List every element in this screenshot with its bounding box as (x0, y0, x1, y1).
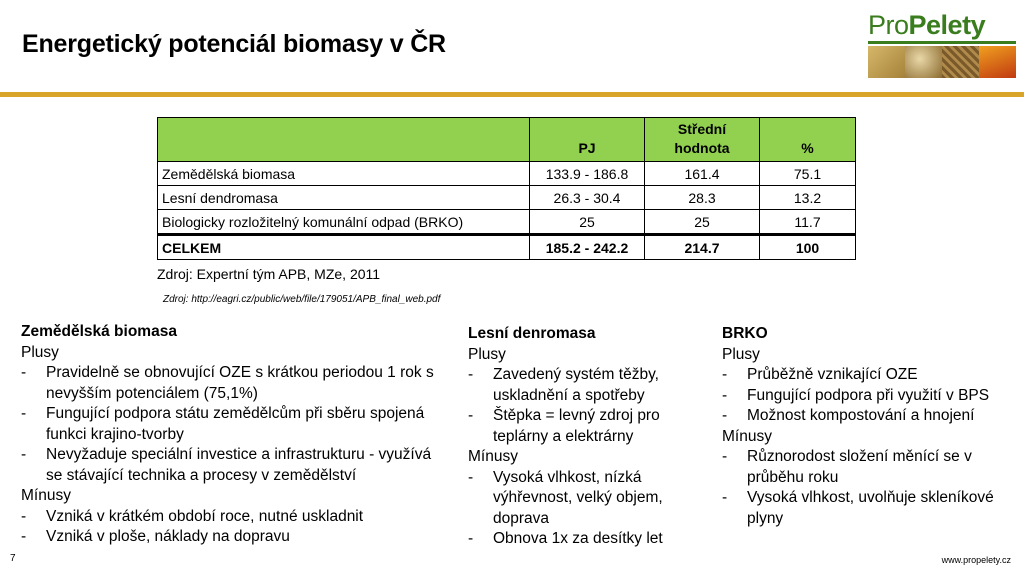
list-item: - Různorodost složení měnící se v průběhu roku (722, 448, 972, 486)
table-cell: 133.9 - 186.8 (530, 162, 645, 186)
table-header-cell (158, 118, 530, 162)
logo-photo-strip (868, 46, 1016, 78)
table-cell: 26.3 - 30.4 (530, 186, 645, 210)
logo-photo-bale (905, 46, 942, 78)
column-forest-dendromass (468, 324, 683, 550)
plus-label: Plusy (468, 345, 506, 363)
list-item: - Nevyžaduje speciální investice a infrastrukturu - využívá se stávající technika a procesy v zemědělství (21, 446, 432, 484)
table-cell: Biologicky rozložitelný komunální odpad (BRKO) (158, 210, 530, 235)
table-cell: 25 (530, 210, 645, 235)
list-item: - Průběžně vznikající OZE (722, 366, 918, 383)
header-divider (0, 92, 1024, 97)
minus-label: Mínusy (468, 448, 518, 465)
table-source: Zdroj: Expertní tým APB, MZe, 2011 (157, 266, 381, 282)
column-heading: BRKO (722, 325, 768, 342)
table-cell: 25 (645, 210, 760, 235)
list-item: - Obnova 1x za desítky let (468, 530, 663, 547)
column-heading: Lesní denromasa (468, 325, 596, 342)
logo-photo-straw (868, 46, 905, 78)
table-cell: 13.2 (760, 186, 856, 210)
column-heading: Zemědělská biomasa (21, 323, 177, 340)
logo-text: ProPelety (868, 10, 986, 40)
table-cell: 100 (760, 235, 856, 260)
footer-website: www.propelety.cz (941, 555, 1011, 565)
list-item: - Pravidelně se obnovující OZE s krátkou periodou 1 rok s nevyšším potenciálem (75,1%) (21, 364, 434, 402)
column-agricultural-biomass (21, 322, 441, 548)
table-row (158, 186, 856, 210)
list-item: - Zavedený systém těžby, uskladnění a spotřeby (468, 366, 659, 404)
list-item: - Vzniká v krátkém období roce, nutné uskladnit (21, 507, 364, 525)
page-number: 7 (10, 553, 16, 564)
table-cell: 161.4 (645, 162, 760, 186)
logo-photo-fire (979, 46, 1016, 78)
list-item: - Vysoká vlhkost, nízká výhřevnost, velký objem, doprava (468, 468, 663, 527)
table-header-cell: Střední hodnota (645, 118, 760, 162)
table-cell: Lesní dendromasa (158, 186, 530, 210)
table-header-cell: % (760, 118, 856, 162)
table-cell: 75.1 (760, 162, 856, 186)
minus-label: Mínusy (722, 427, 772, 445)
table-cell: 185.2 - 242.2 (530, 235, 645, 260)
table-cell: 11.7 (760, 210, 856, 235)
logo-underline (868, 41, 1016, 44)
propelety-logo (868, 10, 1016, 78)
table-cell: 214.7 (645, 235, 760, 260)
slide-title: Energetický potenciál biomasy v ČR (22, 30, 446, 58)
logo-photo-pellets (942, 46, 979, 78)
table-cell: 28.3 (645, 186, 760, 210)
table-total-row (158, 235, 856, 260)
list-item: - Vysoká vlhkost, uvolňuje skleníkové plyny (722, 489, 994, 527)
table-cell: CELKEM (158, 235, 530, 260)
column-brko (722, 324, 1012, 529)
table-row (158, 162, 856, 186)
list-item: - Fungující podpora státu zemědělcům při sběru spojená funkci krajino-tvorby (21, 405, 425, 443)
list-item: - Štěpka = levný zdroj pro teplárny a elektrárny (468, 407, 660, 445)
url-source: Zdroj: http://eagri.cz/public/web/file/179051/APB_final_web.pdf (163, 294, 441, 305)
biomass-table (157, 117, 856, 260)
list-item: - Fungující podpora při využití v BPS (722, 386, 990, 404)
plus-label: Plusy (21, 343, 59, 361)
table-header-cell: PJ (530, 118, 645, 162)
table-cell: Zemědělská biomasa (158, 162, 530, 186)
list-item: - Možnost kompostování a hnojení (722, 407, 975, 424)
table-header-row (158, 118, 856, 162)
table-row (158, 210, 856, 235)
minus-label: Mínusy (21, 487, 71, 504)
plus-label: Plusy (722, 345, 760, 363)
list-item: - Vzniká v ploše, náklady na dopravu (21, 528, 290, 545)
